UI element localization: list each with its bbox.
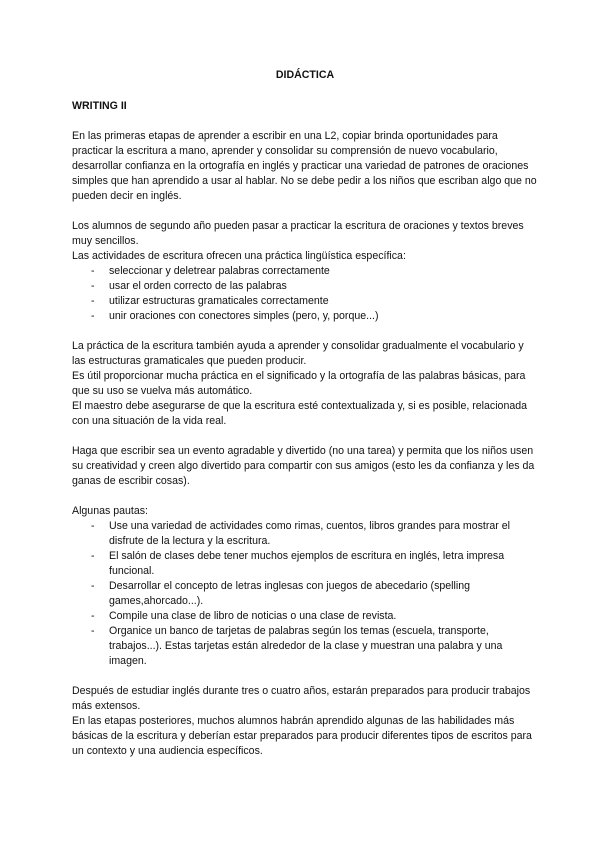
list-item [72,609,538,624]
list-item-text: Desarrollar el concepto de letras inglesas con juegos de abecedario (spelling games,ahorcado...). [109,580,470,607]
paragraph-gap [72,669,538,684]
list-item [72,294,538,309]
list-item [72,549,538,579]
paragraph-gap [72,204,538,219]
list-item-text: usar el orden correcto de las palabras [109,280,287,292]
list-item [72,579,538,609]
paragraph-gap [72,324,538,339]
paragraph-context: El maestro debe asegurarse de que la escritura esté contextualizada y, si es posible, relacionada con una situación de la vida real. [72,400,528,427]
paragraph-later-stages: En las etapas posteriores, muchos alumnos habrán aprendido algunas de las habilidades más básicas de la escritura y deberían estar preparados para producir diferentes tipos de escritos para un contexto y una audiencia específicos. [72,715,532,757]
activities-list [72,264,538,324]
paragraph-activities-intro: Las actividades de escritura ofrecen una práctica lingüística específica: [72,250,406,262]
section-heading: WRITING II [72,100,127,112]
list-item [72,519,538,549]
dash-bullet: - [91,520,95,532]
list-item-text: utilizar estructuras gramaticales correctamente [109,295,329,307]
list-item-text: unir oraciones con conectores simples (pero, y, porque...) [109,310,379,322]
paragraph-gap [72,489,538,504]
list-item-text: Compile una clase de libro de noticias o una clase de revista. [109,610,397,622]
paragraph-intro: En las primeras etapas de aprender a escribir en una L2, copiar brinda oportunidades para practicar la escritura a mano, aprender y consolidar su comprensión de nuevo vocabulario, desarrollar confianza en la ortografía en inglés y practicar una variedad de patrones de oraciones simples que han aprendido a usar al hablar. No se debe pedir a los niños que escriban algo que no pueden decir en inglés. [72,130,537,202]
dash-bullet: - [91,265,95,277]
list-item [72,309,538,324]
list-item [72,279,538,294]
list-item [72,624,538,669]
paragraph-spelling: Es útil proporcionar mucha práctica en el significado y la ortografía de las palabras básicas, para que su uso se vuelva más automático. [72,370,526,397]
document-page [72,68,538,759]
dash-bullet: - [91,550,95,562]
pautas-list [72,519,538,669]
dash-bullet: - [91,610,95,622]
dash-bullet: - [91,280,95,292]
paragraph-gap [72,429,538,444]
dash-bullet: - [91,625,95,637]
dash-bullet: - [91,295,95,307]
list-item-text: Use una variedad de actividades como rimas, cuentos, libros grandes para mostrar el disfrute de la lectura y la escritura. [109,520,510,547]
list-item [72,264,538,279]
page-title: DIDÁCTICA [275,69,335,81]
list-item-text: Organice un banco de tarjetas de palabras según los temas (escuela, transporte, trabajos...). Estas tarjetas están alrededor de la clase y muestran una palabra y una imagen. [109,625,503,667]
list-item-text: El salón de clases debe tener muchos ejemplos de escritura en inglés, letra impresa funcional. [109,550,505,577]
dash-bullet: - [91,310,95,322]
pautas-heading: Algunas pautas: [72,505,148,517]
list-item-text: seleccionar y deletrear palabras correctamente [109,265,330,277]
paragraph-fun: Haga que escribir sea un evento agradable y divertido (no una tarea) y permita que los niños usen su creatividad y creen algo divertido para compartir con sus amigos (esto les da confianza y les da ganas de escribir cosas). [72,445,535,487]
dash-bullet: - [91,580,95,592]
paragraph-practice: La práctica de la escritura también ayuda a aprender y consolidar gradualmente el vocabulario y las estructuras gramaticales que pueden producir. [72,340,524,367]
paragraph-later-years: Después de estudiar inglés durante tres o cuatro años, estarán preparados para producir trabajos más extensos. [72,685,531,712]
paragraph-second-year: Los alumnos de segundo año pueden pasar a practicar la escritura de oraciones y textos breves muy sencillos. [72,220,524,247]
